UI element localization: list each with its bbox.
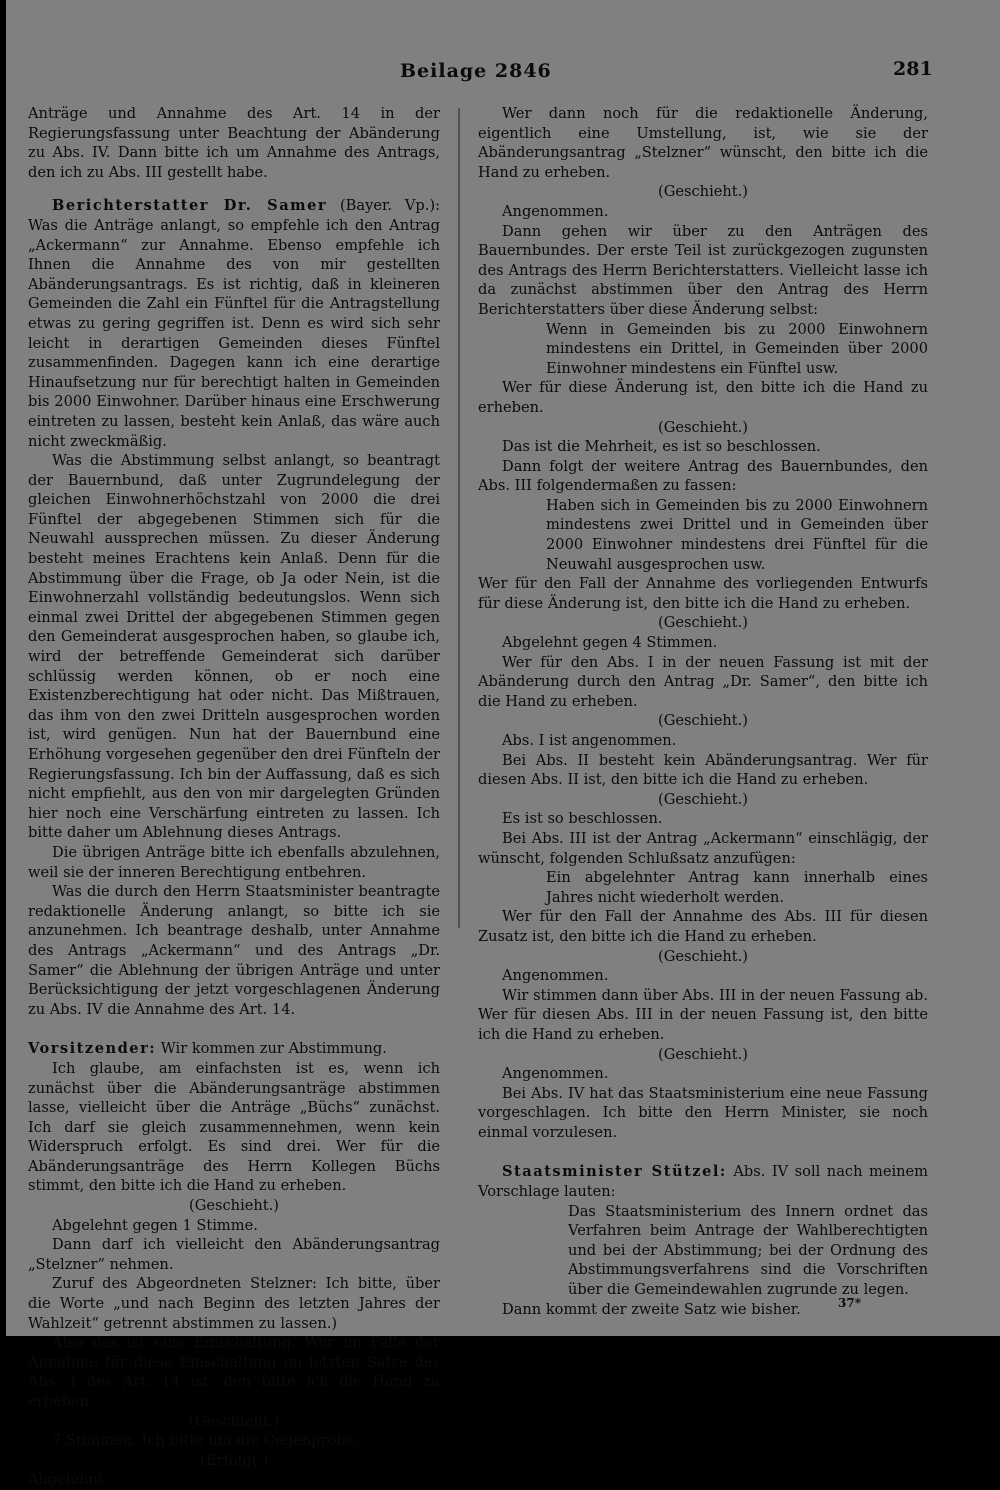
paragraph: Wer für den Fall der Annahme des Abs. III für diesen Zusatz ist, den bitte ich die Hand zu erheben. [478,908,928,945]
speaker-name: Staatsminister Stützel: [502,1163,727,1181]
stage-direction: (Geschieht.) [658,947,748,965]
paragraph: Dann folgt der weitere Antrag des Bauernbundes, den Abs. III folgendermaßen zu fassen: [478,457,928,495]
paragraph: Wer für diese Änderung ist, den bitte ich die Hand zu erheben. [478,379,928,416]
paragraph: Angenommen. [502,967,609,985]
page-header-title: Beilage 2846 [400,60,552,82]
paragraph: Also das ist eine Einschaltung. Wer im Falle der Annahme für diese Einschaltung im letzten Satze des Abs. I des Art. 14 ist, den bitte ich die Hand zu erheben. [28,1334,440,1410]
stage-direction: (Geschieht.) [189,1197,279,1215]
paragraph: Es ist so beschlossen. [502,810,663,828]
paragraph: Wer für den Abs. I in der neuen Fassung ist mit der Abänderung durch den Antrag „Dr. Samer“, den bitte ich die Hand zu erheben. [478,653,928,710]
speech-staatsminister [478,1162,928,1201]
signature-mark: 37* [838,1296,861,1310]
quoted-motion: Wenn in Gemeinden bis zu 2000 Einwohnern mindestens ein Drittel, in Gemeinden über 2000 Einwohner mindestens ein Fünftel usw. [546,320,928,377]
paragraph: Was die Abstimmung selbst anlangt, so beantragt der Bauernbund, daß unter Zugrundelegung der gleichen Einwohnerhöchstzahl von 2000 die drei Fünftel der abgegebenen Stimmen sich für die Neuwahl aussprechen müssen. Zu dieser Änderung besteht meines Erachtens kein Anlaß. Denn für die Abstimmung über die Frage, ob Ja oder Nein, ist die Einwohnerzahl vollständig bedeutungslos. Wenn sich einmal zwei Drittel der abgegebenen Stimmen gegen den Gemeinderat ausgesprochen haben, so glaube ich, wird der betreffende Gemeinderat sich darüber schlüssig werden können, ob er noch eine Existenzberechtigung hat oder nicht. Das Mißtrauen, das ihm von den zwei Dritteln ausgesprochen worden ist, wird genügen. Nun hat der Bauernbund eine Erhöhung vorgesehen gegenüber den drei Fünfteln der Regierungsfassung. Ich bin der Auffassung, daß es sich nicht empfiehlt, aus den von mir dargelegten Gründen hier noch eine Verschärfung eintreten zu lassen. Ich bitte daher um Ablehnung dieses Antrags. [28,452,440,842]
scan-edge [0,0,6,1336]
stage-direction: (Geschieht.) [658,790,748,808]
speech-text: Wir kommen zur Abstimmung. [156,1040,387,1058]
paragraph: Abgelehnt gegen 4 Stimmen. [502,634,718,652]
quoted-motion: Das Staatsministerium des Innern ordnet das Verfahren beim Antrage der Wahlberechtigten und bei der Abstimmung; bei der Ordnung des Abstimmungsverfahrens sind die Vorschriften über die Gemeindewahlen zugrunde zu legen. [568,1202,928,1299]
stage-direction: (Geschieht.) [658,712,748,730]
speaker-name: Berichterstatter Dr. Samer [52,197,328,215]
stage-direction: (Geschieht.) [658,183,748,201]
paragraph: Anträge und Annahme des Art. 14 in der Regierungsfassung unter Beachtung der Abänderung zu Abs. IV. Dann bitte ich um Annahme des Antrags, den ich zu Abs. III gestellt habe. [28,105,440,181]
paragraph: Angenommen. [502,202,609,220]
paragraph: Wer dann noch für die redaktionelle Änderung, eigentlich eine Umstellung, ist, wie sie der Abänderungsantrag „Stelzner“ wünscht, den bitte ich die Hand zu erheben. [478,105,928,181]
stage-direction: (Geschieht.) [658,614,748,632]
paragraph: Ich glaube, am einfachsten ist es, wenn ich zunächst über die Abänderungsanträge abstimmen lasse, vielleicht über die Anträge „Büchs“ zunächst. Ich darf sie gleich zusammennehmen, wenn kein Widerspruch erfolgt. Es sind drei. Wer für die Abänderungsanträge des Herrn Kollegen Büchs stimmt, den bitte ich die Hand zu erheben. [28,1059,440,1195]
speech-vorsitzender [28,1039,440,1059]
quoted-motion: Ein abgelehnter Antrag kann innerhalb eines Jahres nicht wiederholt werden. [546,869,928,906]
paragraph: Dann darf ich vielleicht den Abänderungsantrag „Stelzner“ nehmen. [28,1236,440,1273]
paragraph: Abgelehnt. [28,1471,109,1489]
speech-berichterstatter [28,196,440,451]
column-divider [458,108,460,928]
paragraph: Abs. I ist angenommen. [502,732,677,749]
paragraph: Bei Abs. III ist der Antrag „Ackermann“ einschlägig, der wünscht, folgenden Schlußsatz anzufügen: [478,829,928,867]
left-column [28,104,440,1490]
speech-text: Abs. IV soll nach meinem Vorschlage lauten: [478,1163,928,1201]
stage-direction: (Geschieht.) [658,418,748,436]
paragraph: Bei Abs. IV hat das Staatsministerium eine neue Fassung vorgeschlagen. Ich bitte den Herrn Minister, sie noch einmal vorzulesen. [478,1084,928,1141]
paragraph: Was die durch den Herrn Staatsminister beantragte redaktionelle Änderung anlangt, so bitte ich sie anzunehmen. Ich beantrage deshalb, unter Annahme des Antrags „Ackermann“ und des Antrags „Dr. Samer“ die Ablehnung der übrigen Anträge und unter Berücksichtigung der jetzt vorgeschlagenen Änderung zu Abs. IV die Annahme des Art. 14. [28,883,440,1018]
paragraph: Die übrigen Anträge bitte ich ebenfalls abzulehnen, weil sie der inneren Berechtigung entbehren. [28,843,440,881]
interjection: Zuruf des Abgeordneten Stelzner: Ich bitte, über die Worte „und nach Beginn des letzten Jahres der Wahlzeit“ getrennt abstimmen zu lassen.) [28,1275,440,1332]
paragraph: Wir stimmen dann über Abs. III in der neuen Fassung ab. Wer für diesen Abs. III in der neuen Fassung ist, den bitte ich die Hand zu erheben. [478,986,928,1043]
paragraph: Bei Abs. II besteht kein Abänderungsantrag. Wer für diesen Abs. II ist, den bitte ich die Hand zu erheben. [478,751,928,789]
paragraph: Abgelehnt gegen 1 Stimme. [52,1216,258,1234]
stage-direction: (Geschieht.) [658,1045,748,1063]
speech-text: (Bayer. Vp.): Was die Anträge anlangt, so empfehle ich den Antrag „Ackermann“ zur Annahme. Ebenso empfehle ich Ihnen die Annahme des von mir gestellten Abänderungsantrags. Es ist richtig, daß in kleineren Gemeinden die Zahl ein Fünftel für die Antragstellung etwas zu gering gegriffen ist. Denn es wird sich sehr leicht in derartigen Gemeinden dieses Fünftel zusammenfinden. Dagegen kann ich eine derartige Hinaufsetzung nur für berechtigt halten in Gemeinden bis 2000 Einwohner. Darüber hinaus eine Erschwerung eintreten zu lassen, besteht kein Anlaß, das wäre auch nicht zweckmäßig. [28,197,441,450]
stage-direction: (Geschieht.) [189,1412,279,1430]
paragraph: 7 Stimmen. Ich bitte um die Gegenprobe. [52,1432,359,1450]
paragraph: Dann kommt der zweite Satz wie bisher. [502,1300,801,1318]
page-number: 281 [893,58,933,80]
right-column [478,104,928,1319]
quoted-motion: Haben sich in Gemeinden bis zu 2000 Einwohnern mindestens zwei Drittel und in Gemeinden über 2000 Einwohner mindestens drei Fünftel für die Neuwahl ausgesprochen usw. [546,496,928,573]
paragraph: Wer für den Fall der Annahme des vorliegenden Entwurfs für diese Änderung ist, den bitte ich die Hand zu erheben. [478,575,928,612]
paragraph: Angenommen. [502,1065,609,1083]
paragraph: Dann gehen wir über zu den Anträgen des Bauernbundes. Der erste Teil ist zurückgezogen zugunsten des Antrags des Herrn Berichterstatters. Vielleicht lasse ich da zunächst abstimmen über den Antrag des Herrn Berichterstatters über diese Änderung selbst: [478,222,928,318]
paragraph: Das ist die Mehrheit, es ist so beschlossen. [502,438,821,456]
stage-direction: (Erfolgt.) [200,1451,268,1469]
speaker-name: Vorsitzender: [28,1040,157,1058]
